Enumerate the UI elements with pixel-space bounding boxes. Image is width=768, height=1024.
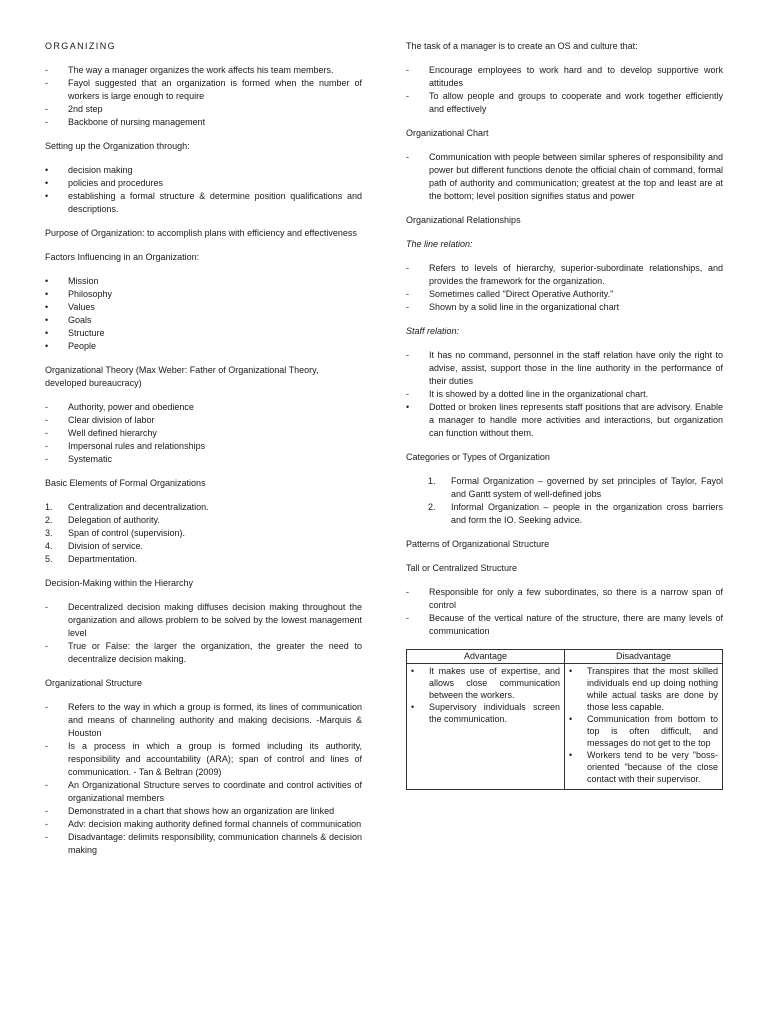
list-marker: • [45, 165, 49, 175]
list-item [45, 77, 362, 103]
list-marker: • [406, 402, 410, 412]
setup-heading: Setting up the Organization through: [45, 141, 190, 151]
list-item-text: Backbone of nursing management [68, 117, 206, 127]
right-column [406, 40, 723, 790]
list-item [45, 818, 362, 831]
list-item-text: Span of control (supervision). [68, 528, 186, 538]
list-item [406, 301, 723, 314]
list-marker: - [406, 65, 409, 75]
list-item-text: Structure [68, 328, 105, 338]
list-item-text: Adv: decision making authority defined formal channels of communication [68, 819, 362, 829]
list-item-text: True or False: the larger the organization, the greater the need to decentralize decision making. [68, 641, 362, 664]
list-item-text: Informal Organization – people in the organization cross barriers and form the IO. Seeking advice. [451, 502, 723, 525]
list-item-text: Philosophy [68, 289, 113, 299]
list-item-text: Impersonal rules and relationships [68, 441, 206, 451]
list-marker: - [45, 402, 48, 412]
list-item [406, 401, 723, 440]
patterns-heading: Patterns of Organizational Structure [406, 539, 550, 549]
list-marker: - [45, 641, 48, 651]
list-item [45, 779, 362, 805]
list-item-text: Because of the vertical nature of the structure, there are many levels of communication [429, 613, 723, 636]
list-marker: - [45, 806, 48, 816]
list-item [406, 288, 723, 301]
list-item [45, 701, 362, 740]
list-marker: • [411, 666, 415, 676]
elements-heading: Basic Elements of Formal Organizations [45, 478, 206, 488]
factors-heading: Factors Influencing in an Organization: [45, 252, 200, 262]
line-relation-list [406, 262, 723, 314]
list-marker: - [406, 587, 409, 597]
list-item [45, 401, 362, 414]
list-marker: - [45, 78, 48, 88]
factors-list [45, 275, 362, 353]
list-item-text: Authority, power and obedience [68, 402, 194, 412]
list-item [45, 831, 362, 857]
list-item [406, 151, 723, 203]
list-marker: - [406, 350, 409, 360]
line-relation-heading: The line relation: [406, 239, 473, 249]
list-marker: - [45, 602, 48, 612]
list-item [45, 440, 362, 453]
list-item [45, 288, 362, 301]
list-marker: - [45, 702, 48, 712]
list-item-text: To allow people and groups to cooperate and work together efficiently and effectively [429, 91, 723, 114]
list-marker: • [411, 702, 415, 712]
disadvantage-cell [565, 664, 723, 790]
list-item-text: Dotted or broken lines represents staff positions that are advisory. Enable a manager to handle more activities and interactions, but organization can function without them. [429, 402, 723, 438]
list-marker: • [569, 666, 573, 676]
left-column [45, 40, 362, 868]
list-marker: 4. [45, 541, 53, 551]
list-item-text: Transpires that the most skilled individuals end up doing nothing while actual tasks are done by those less capable. [587, 666, 718, 712]
list-marker: - [45, 741, 48, 751]
list-item [45, 327, 362, 340]
advantage-header: Advantage [407, 650, 565, 664]
staff-relation-heading: Staff relation: [406, 326, 460, 336]
list-item [406, 475, 723, 501]
advantage-list [409, 665, 560, 725]
list-marker: 3. [45, 528, 53, 538]
list-item-text: Communication with people between similar spheres of responsibility and power but different functions denote the official chain of command, formal path of authority and communication; greatest at the top and least are at the bottom; level position signifies status and power [429, 152, 723, 201]
list-item-text: Refers to the way in which a group is formed, its lines of communication and means of channeling authority and making decisions. -Marquis & Houston [68, 702, 362, 738]
list-item [45, 453, 362, 466]
list-item [45, 275, 362, 288]
list-item [45, 740, 362, 779]
setup-list [45, 164, 362, 216]
list-item-text: Workers tend to be very "boss-oriented "because of the close contact with their supervisor. [587, 750, 718, 784]
disadvantage-list [567, 665, 718, 785]
list-marker: - [45, 104, 48, 114]
list-item-text: Supervisory individuals screen the communication. [429, 702, 560, 724]
list-marker: - [406, 613, 409, 623]
list-item-text: Demonstrated in a chart that shows how an organization are linked [68, 806, 335, 816]
categories-heading: Categories or Types of Organization [406, 452, 550, 462]
list-marker: - [45, 441, 48, 451]
list-marker: - [406, 389, 409, 399]
list-item-text: It makes use of expertise, and allows close communication between the workers. [429, 666, 560, 700]
list-item [45, 116, 362, 129]
categories-list [406, 475, 723, 527]
list-marker: - [45, 415, 48, 425]
list-item-text: policies and procedures [68, 178, 164, 188]
list-marker: • [45, 341, 49, 351]
list-marker: - [406, 302, 409, 312]
table-header-row [407, 650, 723, 664]
list-marker: - [45, 819, 48, 829]
list-marker: • [45, 178, 49, 188]
list-item-text: Shown by a solid line in the organizational chart [429, 302, 620, 312]
list-item-text: Sometimes called "Direct Operative Authority." [429, 289, 614, 299]
list-item-text: Decentralized decision making diffuses decision making throughout the organization and allows problem to be solved by the lowest management level [68, 602, 362, 638]
list-marker: - [406, 152, 409, 162]
list-marker: • [569, 750, 573, 760]
list-item-text: Goals [68, 315, 92, 325]
list-item [45, 64, 362, 77]
list-item [45, 177, 362, 190]
list-item [406, 64, 723, 90]
list-item [45, 640, 362, 666]
list-item-text: Formal Organization – governed by set principles of Taylor, Fayol and Gantt system of well-defined jobs [451, 476, 723, 499]
list-item [406, 349, 723, 388]
purpose-text: Purpose of Organization: to accomplish plans with efficiency and effectiveness [45, 228, 357, 238]
list-item-text: An Organizational Structure serves to coordinate and control activities of organizational members [68, 780, 362, 803]
list-item-text: Mission [68, 276, 99, 286]
list-item-text: Communication from bottom to top is often difficult, and messages do not get to the top [587, 714, 718, 748]
decision-list [45, 601, 362, 666]
list-item [45, 190, 362, 216]
chart-list [406, 151, 723, 203]
staff-relation-list [406, 349, 723, 440]
list-item [45, 164, 362, 177]
list-item [45, 540, 362, 553]
list-item-text: Delegation of authority. [68, 515, 160, 525]
elements-list [45, 501, 362, 566]
table-row [407, 664, 723, 790]
list-marker: 5. [45, 554, 53, 564]
list-marker: - [45, 117, 48, 127]
list-item [406, 388, 723, 401]
list-item-text: decision making [68, 165, 133, 175]
list-marker: • [45, 191, 49, 201]
list-item [45, 805, 362, 818]
list-item [45, 501, 362, 514]
intro-list [45, 64, 362, 129]
list-item-text: Division of service. [68, 541, 144, 551]
relationships-heading: Organizational Relationships [406, 215, 521, 225]
list-marker: 1. [45, 502, 53, 512]
list-marker: 2. [428, 502, 436, 512]
list-item [567, 749, 718, 785]
list-item [409, 665, 560, 701]
list-item-text: Refers to levels of hierarchy, superior-subordinate relationships, and provides the framework for the organization. [429, 263, 723, 286]
task-list [406, 64, 723, 116]
theory-heading: Organizational Theory (Max Weber: Father of Organizational Theory, developed bureaucracy) [45, 365, 319, 388]
list-item-text: The way a manager organizes the work affects his team members. [68, 65, 334, 75]
list-item-text: It has no command, personnel in the staff relation have only the right to advise, assist, support those in the line authority in the performance of their duties [429, 350, 723, 386]
list-item-text: Fayol suggested that an organization is formed when the number of workers is large enough to require [68, 78, 362, 101]
list-marker: - [406, 91, 409, 101]
list-item [406, 501, 723, 527]
list-marker: • [45, 328, 49, 338]
structure-list [45, 701, 362, 857]
list-marker: - [45, 780, 48, 790]
list-item [406, 262, 723, 288]
list-item-text: Encourage employees to work hard and to develop supportive work attitudes [429, 65, 723, 88]
disadvantage-header: Disadvantage [565, 650, 723, 664]
list-marker: • [45, 289, 49, 299]
list-item-text: Disadvantage: delimits responsibility, communication channels & decision making [68, 832, 362, 855]
section-title: ORGANIZING [45, 41, 117, 51]
list-marker: 2. [45, 515, 53, 525]
list-marker: - [45, 428, 48, 438]
list-item-text: Values [68, 302, 95, 312]
list-marker: • [569, 714, 573, 724]
list-item [45, 601, 362, 640]
list-item-text: Systematic [68, 454, 113, 464]
list-marker: - [406, 289, 409, 299]
theory-list [45, 401, 362, 466]
task-heading: The task of a manager is to create an OS and culture that: [406, 41, 638, 51]
list-item-text: People [68, 341, 97, 351]
list-item-text: Clear division of labor [68, 415, 155, 425]
advantage-disadvantage-table [406, 649, 723, 790]
list-marker: 1. [428, 476, 436, 486]
list-item [45, 301, 362, 314]
tall-structure-list [406, 586, 723, 638]
list-item [406, 612, 723, 638]
decision-heading: Decision-Making within the Hierarchy [45, 578, 194, 588]
list-item [406, 90, 723, 116]
list-item [45, 553, 362, 566]
list-item-text: 2nd step [68, 104, 103, 114]
list-item [45, 103, 362, 116]
list-item-text: Centralization and decentralization. [68, 502, 209, 512]
list-item-text: Is a process in which a group is formed including its authority, responsibility and accountability (ARA); span of control and lines of communication. - Tan & Beltran (2009) [68, 741, 362, 777]
list-marker: - [406, 263, 409, 273]
list-item-text: establishing a formal structure & determine position qualifications and descriptions. [68, 191, 362, 214]
list-item [45, 427, 362, 440]
list-item [406, 586, 723, 612]
list-item-text: Responsible for only a few subordinates, so there is a narrow span of control [429, 587, 723, 610]
list-item [45, 314, 362, 327]
list-item [567, 713, 718, 749]
list-item [45, 527, 362, 540]
advantage-cell [407, 664, 565, 790]
list-item-text: It is showed by a dotted line in the organizational chart. [429, 389, 649, 399]
list-item [409, 701, 560, 725]
list-item-text: Departmentation. [68, 554, 138, 564]
list-item [45, 340, 362, 353]
list-item [45, 414, 362, 427]
list-item [45, 514, 362, 527]
list-marker: - [45, 454, 48, 464]
list-marker: • [45, 315, 49, 325]
list-marker: - [45, 65, 48, 75]
tall-structure-heading: Tall or Centralized Structure [406, 563, 518, 573]
list-item-text: Well defined hierarchy [68, 428, 157, 438]
list-marker: • [45, 276, 49, 286]
structure-heading: Organizational Structure [45, 678, 143, 688]
chart-heading: Organizational Chart [406, 128, 489, 138]
list-marker: - [45, 832, 48, 842]
list-item [567, 665, 718, 713]
list-marker: • [45, 302, 49, 312]
